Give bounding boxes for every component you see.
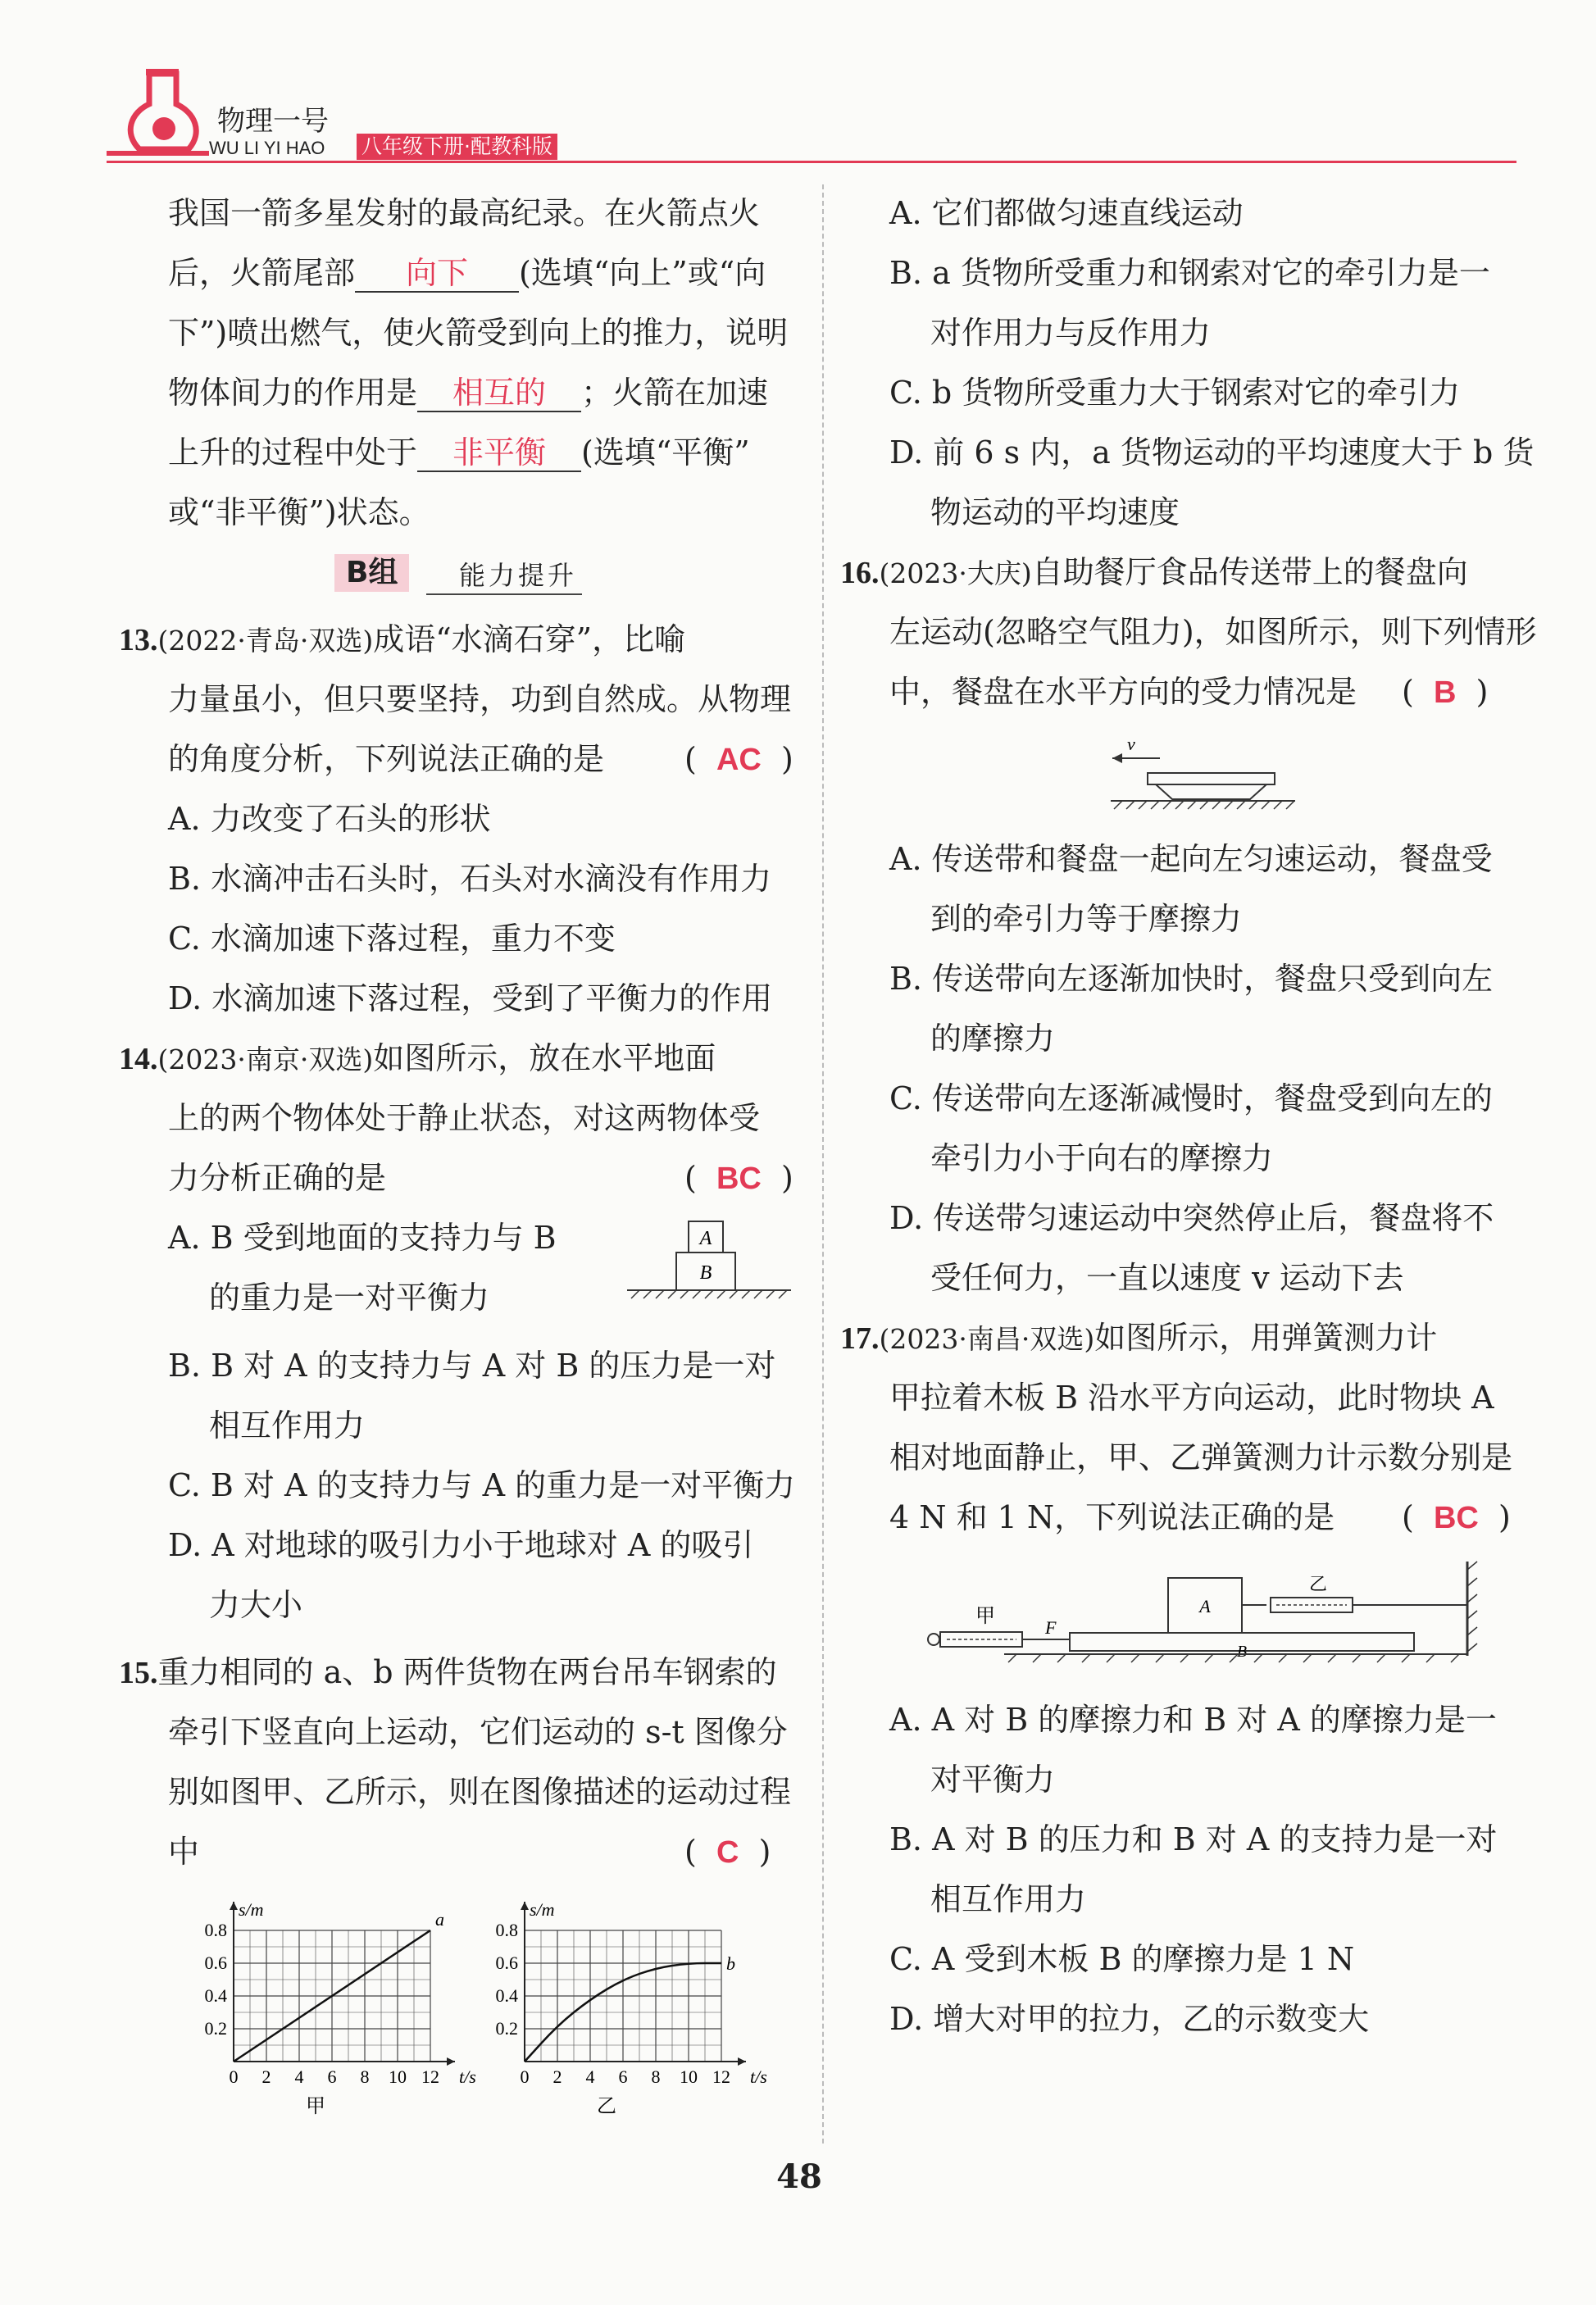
- page-number: 48: [776, 2157, 822, 2196]
- x-tick-label: 8: [360, 2066, 370, 2087]
- x-tick-label: 12: [712, 2066, 730, 2087]
- q14-option-b-2: 相互作用力: [209, 1407, 366, 1443]
- y-tick-label: 0.4: [495, 1985, 518, 2006]
- q12-line6: 或“非平衡”)状态。: [168, 494, 430, 530]
- flask-logo-icon: [107, 67, 209, 161]
- label-force: F: [1045, 1617, 1057, 1638]
- x-tick-label: 2: [552, 2066, 562, 2087]
- tray: [1148, 773, 1275, 784]
- y-axis-arrow: [521, 1902, 529, 1910]
- x-tick-label: 6: [618, 2066, 628, 2087]
- q15-option-d-2: 物运动的平均速度: [930, 494, 1180, 530]
- q16-tray-figure: [1103, 734, 1299, 824]
- block-a-label: A: [699, 1228, 712, 1249]
- q16-option-b-2: 的摩擦力: [930, 1021, 1056, 1057]
- q13-answer: ( AC ): [684, 741, 793, 777]
- x-tick-label: 0: [520, 2066, 530, 2087]
- q12-line2: 后，火箭尾部 向下 (选填“向上”或“向: [168, 255, 766, 291]
- y-axis-label: s/m: [239, 1899, 264, 1920]
- q15-option-c: C. b 货物所受重力大于钢索对它的牵引力: [889, 375, 1461, 411]
- q15-line1: 15.重力相同的 a、b 两件货物在两台吊车钢索的: [119, 1654, 777, 1690]
- q13-option-a: A. 力改变了石头的形状: [168, 801, 491, 837]
- q16-option-b-1: B. 传送带向左逐渐加快时，餐盘只受到向左: [889, 961, 1494, 997]
- x-axis-arrow: [447, 2057, 455, 2066]
- label-block-a: A: [1199, 1596, 1211, 1616]
- q14-blocks-figure: [623, 1213, 795, 1307]
- chart-title: 乙: [597, 2096, 616, 2117]
- x-axis-label: t/s: [459, 2066, 476, 2087]
- q13-option-c: C. 水滴加速下落过程，重力不变: [168, 921, 616, 957]
- x-tick-label: 4: [294, 2066, 304, 2087]
- x-tick-label: 12: [421, 2066, 439, 2087]
- q12-answer-2: 相互的: [417, 375, 581, 412]
- q14-line1: 14.(2023·南京·双选)如图所示，放在水平地面: [119, 1040, 716, 1076]
- q15-option-b-2: 对作用力与反作用力: [930, 315, 1212, 351]
- q13-option-b: B. 水滴冲击石头时，石头对水滴没有作用力: [168, 861, 772, 897]
- q16-line1: 16.(2023·大庆)自助餐厅食品传送带上的餐盘向: [840, 554, 1468, 590]
- q14-answer: ( BC ): [684, 1160, 793, 1196]
- x-axis-label: t/s: [750, 2066, 767, 2087]
- label-board-b: B: [1236, 1643, 1248, 1661]
- q16-option-a-1: A. 传送带和餐盘一起向左匀速运动，餐盘受: [889, 841, 1493, 877]
- q16-answer: ( B ): [1402, 674, 1489, 710]
- q15-option-b-1: B. a 货物所受重力和钢索对它的牵引力是一: [889, 255, 1490, 291]
- q15-option-a: A. 它们都做匀速直线运动: [889, 195, 1244, 231]
- q15-option-d-1: D. 前 6 s 内，a 货物运动的平均速度大于 b 货: [889, 434, 1535, 471]
- q16-option-c-2: 牵引力小于向右的摩擦力: [930, 1140, 1274, 1176]
- x-tick-label: 8: [651, 2066, 661, 2087]
- header-pinyin: WU LI YI HAO: [209, 138, 325, 158]
- q15-line3: 别如图甲、乙所示，则在图像描述的运动过程: [168, 1774, 792, 1810]
- x-tick-label: 2: [261, 2066, 271, 2087]
- y-axis-arrow: [230, 1902, 238, 1910]
- q12-answer-1: 向下: [355, 255, 519, 293]
- st-chart-yi: [475, 1898, 771, 2119]
- q17-option-b-2: 相互作用力: [930, 1881, 1087, 1917]
- q17-spring-scale-figure: [922, 1553, 1488, 1676]
- ground-hatch: [631, 1290, 787, 1298]
- y-axis-label: s/m: [530, 1899, 555, 1920]
- q17-option-b-1: B. A 对 B 的压力和 B 对 A 的支持力是一对: [889, 1821, 1498, 1857]
- x-tick-label: 4: [585, 2066, 595, 2087]
- q14-option-d-2: 力大小: [209, 1587, 303, 1623]
- q12-line4: 物体间力的作用是 相互的 ；火箭在加速: [168, 375, 769, 411]
- q15-line4: 中: [168, 1834, 200, 1870]
- y-tick-label: 0.6: [495, 1953, 518, 1973]
- y-tick-label: 0.2: [495, 2018, 518, 2039]
- y-tick-label: 0.8: [204, 1920, 227, 1940]
- header-rule: [107, 161, 1516, 163]
- q17-line4: 4 N 和 1 N，下列说法正确的是: [889, 1499, 1335, 1535]
- q13-line2: 力量虽小，但只要坚持，功到自然成。从物理: [168, 681, 792, 717]
- q12-line1: 我国一箭多星发射的最高纪录。在火箭点火: [168, 195, 761, 231]
- column-divider: [822, 184, 825, 2144]
- q14-option-a-1: A. B 受到地面的支持力与 B: [168, 1220, 557, 1256]
- x-tick-label: 10: [680, 2066, 698, 2087]
- q17-option-a-2: 对平衡力: [930, 1762, 1056, 1798]
- q16-option-a-2: 到的牵引力等于摩擦力: [930, 901, 1243, 937]
- q15-answer: ( C ): [684, 1834, 771, 1870]
- block-b-label: B: [699, 1262, 712, 1284]
- group-title: 能力提升: [459, 560, 578, 591]
- q17-line2: 甲拉着木板 B 沿水平方向运动，此时物块 A: [889, 1380, 1494, 1416]
- q16-option-d-2: 受任何力，一直以速度 v 运动下去: [930, 1260, 1404, 1296]
- q16-option-c-1: C. 传送带向左逐渐减慢时，餐盘受到向左的: [889, 1080, 1493, 1116]
- y-tick-label: 0.4: [204, 1985, 227, 2006]
- chart-title: 甲: [306, 2096, 325, 2117]
- q17-line3: 相对地面静止，甲、乙弹簧测力计示数分别是: [889, 1439, 1513, 1475]
- x-tick-label: 10: [389, 2066, 407, 2087]
- x-tick-label: 0: [229, 2066, 239, 2087]
- q13-line3: 的角度分析，下列说法正确的是: [168, 741, 605, 777]
- label-jia: 甲: [975, 1606, 995, 1627]
- header-title: 物理一号: [217, 105, 329, 138]
- q14-option-b-1: B. B 对 A 的支持力与 A 对 B 的压力是一对: [168, 1348, 776, 1384]
- x-axis-arrow: [738, 2057, 746, 2066]
- header-grade-badge: 八年级下册·配教科版: [357, 134, 557, 160]
- y-tick-label: 0.8: [495, 1920, 518, 1940]
- q17-line1: 17.(2023·南昌·双选)如图所示，用弹簧测力计: [840, 1320, 1438, 1356]
- q12-answer-3: 非平衡: [417, 434, 581, 472]
- y-tick-label: 0.6: [204, 1953, 227, 1973]
- q14-option-a-2: 的重力是一对平衡力: [209, 1280, 490, 1316]
- group-badge: B组: [334, 554, 409, 592]
- q12-line3: 下”)喷出燃气，使火箭受到向上的推力，说明: [168, 315, 789, 351]
- q17-option-a-1: A. A 对 B 的摩擦力和 B 对 A 的摩擦力是一: [889, 1702, 1497, 1738]
- q14-line2: 上的两个物体处于静止状态，对这两物体受: [168, 1100, 761, 1136]
- q14-line3: 力分析正确的是: [168, 1160, 387, 1196]
- series-label: b: [726, 1953, 735, 1974]
- series-label: a: [435, 1909, 444, 1930]
- q16-line2: 左运动(忽略空气阻力)，如图所示，则下列情形: [889, 614, 1537, 650]
- q16-option-d-1: D. 传送带匀速运动中突然停止后，餐盘将不: [889, 1200, 1494, 1236]
- q17-option-c: C. A 受到木板 B 的摩擦力是 1 N: [889, 1941, 1355, 1977]
- q13-line1: 13.(2022·青岛·双选)成语“水滴石穿”，比喻: [119, 621, 686, 657]
- q12-line5: 上升的过程中处于 非平衡 (选填“平衡”: [168, 434, 750, 471]
- q15-line2: 牵引下竖直向上运动，它们运动的 s-t 图像分: [168, 1714, 788, 1750]
- velocity-label: v: [1127, 734, 1135, 754]
- x-tick-label: 6: [327, 2066, 337, 2087]
- q14-option-c: C. B 对 A 的支持力与 A 的重力是一对平衡力: [168, 1467, 796, 1503]
- st-chart-jia: [184, 1898, 480, 2119]
- y-tick-label: 0.2: [204, 2018, 227, 2039]
- q13-option-d: D. 水滴加速下落过程，受到了平衡力的作用: [168, 980, 773, 1016]
- q14-option-d-1: D. A 对地球的吸引力小于地球对 A 的吸引: [168, 1527, 754, 1563]
- q17-answer: ( BC ): [1402, 1499, 1511, 1535]
- group-rule: [426, 593, 582, 595]
- q17-option-d: D. 增大对甲的拉力，乙的示数变大: [889, 2001, 1370, 2037]
- q16-line3: 中，餐盘在水平方向的受力情况是: [889, 674, 1357, 710]
- label-yi: 乙: [1309, 1574, 1328, 1594]
